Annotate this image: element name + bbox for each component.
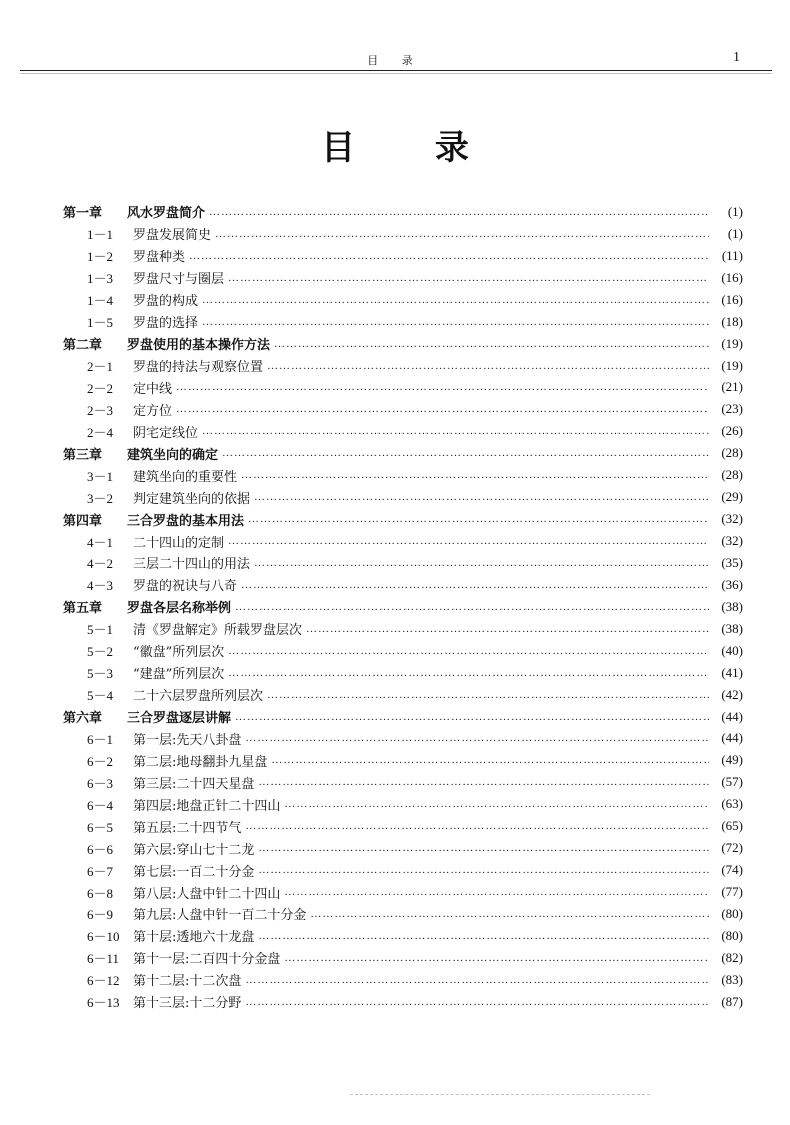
dot-leader: [284, 798, 709, 810]
entry-title: 第九层:人盘中针一百二十分金: [133, 908, 307, 924]
entry-number: 6－10: [87, 929, 120, 945]
entry-title: 第四层:地盘正针二十四山: [133, 798, 281, 814]
entry-page: (18): [721, 313, 743, 329]
toc-section-entry[interactable]: [63, 815, 743, 837]
page-title: 目 录: [321, 128, 503, 168]
entry-title: 定方位: [133, 403, 173, 419]
entry-page: (36): [721, 576, 743, 592]
entry-title: 罗盘尺寸与圈层: [133, 272, 225, 288]
entry-title: “徽盘”所列层次: [133, 645, 225, 661]
entry-title: 罗盘的选择: [133, 316, 199, 332]
entry-title: 第五层:二十四节气: [133, 820, 242, 836]
entry-number: 1－1: [87, 227, 114, 243]
entry-number: 第三章: [63, 446, 103, 462]
entry-title: 罗盘种类: [133, 250, 186, 266]
entry-number: 第五章: [63, 600, 103, 616]
entry-title: 罗盘发展简史: [133, 228, 212, 244]
dot-leader: [209, 206, 709, 218]
toc-section-entry[interactable]: [63, 355, 743, 377]
entry-page: (38): [721, 598, 743, 614]
toc-section-entry[interactable]: [63, 837, 743, 859]
entry-title: 罗盘的持法与观察位置: [133, 360, 264, 376]
entry-title: 第二层:地母翻卦九星盘: [133, 754, 268, 770]
entry-page: (40): [721, 642, 743, 658]
header-rule: [20, 70, 772, 71]
footer-scan-line: [350, 1094, 650, 1095]
dot-leader: [235, 601, 709, 613]
entry-page: (63): [721, 796, 743, 812]
entry-title: 二十四山的定制: [133, 535, 225, 551]
entry-number: 6－11: [87, 951, 120, 967]
toc-section-entry[interactable]: [63, 398, 743, 420]
entry-number: 5－2: [87, 644, 114, 660]
entry-number: 第二章: [63, 337, 103, 353]
dot-leader: [228, 645, 709, 657]
entry-page: (87): [721, 993, 743, 1009]
toc-section-entry[interactable]: [63, 245, 743, 267]
entry-title: 三层二十四山的用法: [133, 557, 251, 573]
toc-section-entry[interactable]: [63, 486, 743, 508]
entry-page: (38): [721, 620, 743, 636]
dot-leader: [284, 952, 709, 964]
entry-number: 4－3: [87, 578, 114, 594]
toc-section-entry[interactable]: [63, 289, 743, 311]
entry-page: (23): [721, 401, 743, 417]
entry-number: 6－8: [87, 885, 114, 901]
dot-leader: [271, 754, 709, 766]
dot-leader: [176, 403, 709, 415]
entry-page: (80): [721, 905, 743, 921]
toc-chapter-entry[interactable]: [63, 706, 743, 728]
toc-section-entry[interactable]: [63, 684, 743, 706]
dot-leader: [310, 908, 709, 920]
entry-page: (35): [721, 554, 743, 570]
dot-leader: [258, 842, 709, 854]
entry-title: 第八层:人盘中针二十四山: [133, 886, 281, 902]
entry-title: 第十三层:十二分野: [133, 996, 242, 1012]
running-head-title: 目 录: [367, 54, 423, 67]
toc-section-entry[interactable]: [63, 969, 743, 991]
entry-page: (42): [721, 686, 743, 702]
dot-leader: [245, 732, 709, 744]
entry-page: (1): [727, 225, 743, 241]
entry-title: 建筑坐向的重要性: [133, 469, 238, 485]
entry-number: 1－2: [87, 249, 114, 265]
entry-page: (26): [721, 423, 743, 439]
entry-number: 5－4: [87, 688, 114, 704]
entry-number: 1－3: [87, 271, 114, 287]
dot-leader: [189, 250, 709, 262]
entry-title: 第三层:二十四天星盘: [133, 776, 255, 792]
toc-section-entry[interactable]: [63, 530, 743, 552]
dot-leader: [245, 996, 709, 1008]
entry-number: 2－4: [87, 424, 114, 440]
entry-page: (82): [721, 949, 743, 965]
dot-leader: [202, 316, 709, 328]
dot-leader: [241, 469, 709, 481]
dot-leader: [254, 491, 709, 503]
toc-section-entry[interactable]: [63, 991, 743, 1013]
entry-number: 6－1: [87, 731, 114, 747]
entry-title: 罗盘使用的基本操作方法: [127, 338, 271, 354]
toc-section-entry[interactable]: [63, 420, 743, 442]
entry-number: 1－5: [87, 315, 114, 331]
entry-number: 6－6: [87, 841, 114, 857]
toc-section-entry[interactable]: [63, 574, 743, 596]
entry-number: 2－2: [87, 380, 114, 396]
toc-chapter-entry[interactable]: [63, 442, 743, 464]
entry-page: (74): [721, 862, 743, 878]
entry-page: (57): [721, 774, 743, 790]
dot-leader: [241, 579, 709, 591]
entry-page: (32): [721, 533, 743, 549]
table-of-contents: [63, 201, 743, 1013]
dot-leader: [254, 557, 709, 569]
entry-title: 罗盘各层名称举例: [127, 601, 232, 617]
toc-section-entry[interactable]: [63, 903, 743, 925]
entry-title: 定中线: [133, 381, 173, 397]
dot-leader: [176, 381, 709, 393]
dot-leader: [306, 623, 709, 635]
entry-title: 阴宅定线位: [133, 425, 199, 441]
toc-section-entry[interactable]: [63, 267, 743, 289]
entry-title: “建盘”所列层次: [133, 667, 225, 683]
toc-section-entry[interactable]: [63, 728, 743, 750]
toc-section-entry[interactable]: [63, 640, 743, 662]
entry-page: (28): [721, 445, 743, 461]
entry-number: 6－12: [87, 973, 120, 989]
entry-number: 4－1: [87, 534, 114, 550]
dot-leader: [228, 272, 709, 284]
entry-page: (29): [721, 489, 743, 505]
entry-number: 4－2: [87, 556, 114, 572]
dot-leader: [284, 886, 709, 898]
entry-number: 3－1: [87, 468, 114, 484]
dot-leader: [228, 667, 709, 679]
entry-number: 6－7: [87, 863, 114, 879]
entry-page: (28): [721, 467, 743, 483]
toc-chapter-entry[interactable]: [63, 508, 743, 530]
entry-number: 2－3: [87, 402, 114, 418]
toc-chapter-entry[interactable]: [63, 201, 743, 223]
dot-leader: [215, 228, 709, 240]
dot-leader: [267, 360, 709, 372]
toc-section-entry[interactable]: [63, 662, 743, 684]
entry-title: 判定建筑坐向的依据: [133, 491, 251, 507]
dot-leader: [202, 294, 709, 306]
entry-title: 二十六层罗盘所列层次: [133, 689, 264, 705]
toc-section-entry[interactable]: [63, 749, 743, 771]
toc-section-entry[interactable]: [63, 311, 743, 333]
entry-title: 罗盘的祝诀与八奇: [133, 579, 238, 595]
entry-page: (16): [721, 291, 743, 307]
dot-leader: [228, 535, 709, 547]
header-rule-secondary: [20, 73, 772, 74]
toc-chapter-entry[interactable]: [63, 333, 743, 355]
entry-number: 1－4: [87, 293, 114, 309]
entry-page: (16): [721, 269, 743, 285]
toc-section-entry[interactable]: [63, 618, 743, 640]
entry-page: (21): [721, 379, 743, 395]
entry-page: (11): [721, 247, 743, 263]
dot-leader: [245, 820, 709, 832]
entry-title: 第十一层:二百四十分金盘: [133, 952, 281, 968]
dot-leader: [267, 689, 709, 701]
dot-leader: [258, 864, 709, 876]
toc-section-entry[interactable]: [63, 771, 743, 793]
entry-title: 罗盘的构成: [133, 294, 199, 310]
entry-number: 2－1: [87, 359, 114, 375]
entry-page: (72): [721, 840, 743, 856]
entry-number: 第四章: [63, 512, 103, 528]
entry-title: 第一层:先天八卦盘: [133, 732, 242, 748]
dot-leader: [274, 338, 709, 350]
entry-number: 第六章: [63, 710, 103, 726]
entry-number: 第一章: [63, 205, 103, 221]
entry-number: 3－2: [87, 490, 114, 506]
entry-number: 5－1: [87, 622, 114, 638]
entry-number: 6－2: [87, 753, 114, 769]
entry-page: (65): [721, 818, 743, 834]
entry-number: 6－3: [87, 775, 114, 791]
dot-leader: [202, 425, 709, 437]
entry-page: (41): [721, 664, 743, 680]
toc-section-entry[interactable]: [63, 859, 743, 881]
dot-leader: [248, 513, 709, 525]
entry-page: (49): [721, 752, 743, 768]
dot-leader: [258, 930, 709, 942]
entry-title: 建筑坐向的确定: [127, 447, 219, 463]
entry-page: (77): [721, 884, 743, 900]
toc-section-entry[interactable]: [63, 377, 743, 399]
entry-number: 6－13: [87, 995, 120, 1011]
toc-section-entry[interactable]: [63, 552, 743, 574]
entry-title: 第十层:透地六十龙盘: [133, 930, 255, 946]
entry-number: 6－4: [87, 797, 114, 813]
entry-number: 5－3: [87, 666, 114, 682]
dot-leader: [235, 711, 709, 723]
entry-title: 清《罗盘解定》所载罗盘层次: [133, 623, 303, 639]
entry-title: 第十二层:十二次盘: [133, 974, 242, 990]
entry-title: 三合罗盘逐层讲解: [127, 711, 232, 727]
entry-page: (19): [721, 335, 743, 351]
entry-title: 第六层:穿山七十二龙: [133, 842, 255, 858]
page-number: 1: [733, 50, 740, 65]
dot-leader: [258, 776, 709, 788]
toc-section-entry[interactable]: [63, 947, 743, 969]
entry-title: 三合罗盘的基本用法: [127, 513, 245, 529]
dot-leader: [245, 974, 709, 986]
entry-title: 风水罗盘简介: [127, 206, 206, 222]
entry-number: 6－5: [87, 819, 114, 835]
toc-section-entry[interactable]: [63, 881, 743, 903]
running-head: [0, 50, 790, 70]
entry-page: (1): [727, 203, 743, 219]
toc-section-entry[interactable]: [63, 925, 743, 947]
toc-section-entry[interactable]: [63, 223, 743, 245]
toc-chapter-entry[interactable]: [63, 596, 743, 618]
entry-page: (19): [721, 357, 743, 373]
entry-title: 第七层:一百二十分金: [133, 864, 255, 880]
dot-leader: [222, 447, 709, 459]
entry-page: (80): [721, 927, 743, 943]
entry-page: (83): [721, 971, 743, 987]
toc-section-entry[interactable]: [63, 793, 743, 815]
entry-page: (32): [721, 511, 743, 527]
entry-number: 6－9: [87, 907, 114, 923]
entry-page: (44): [721, 730, 743, 746]
toc-section-entry[interactable]: [63, 464, 743, 486]
entry-page: (44): [721, 708, 743, 724]
